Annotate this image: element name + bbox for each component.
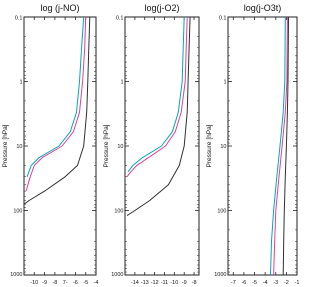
x-tick-label: -4: [93, 280, 99, 286]
x-tick-label: -12: [150, 280, 159, 286]
x-tick-label: -5: [252, 280, 257, 286]
y-tick-label: 10: [220, 144, 227, 150]
series-line-2: [127, 17, 187, 177]
x-tick-label: -7: [230, 280, 236, 286]
x-tick-label: 7-: [62, 280, 68, 286]
x-tick-label: -10: [170, 280, 179, 286]
y-axis-label: Pressure [hPa]: [206, 124, 213, 168]
y-axis-label: Pressure [hPa]: [103, 124, 110, 168]
y-tick-label: 1000: [111, 272, 124, 278]
chart-title: log(j-O3t): [243, 3, 282, 13]
plot-frame: [24, 17, 96, 275]
y-tick-label: 100: [217, 208, 227, 215]
y-tick-label: 0.1: [115, 15, 124, 22]
y-tick-label: 1000: [214, 272, 227, 278]
x-tick-label: -4: [262, 280, 268, 286]
x-tick-label: -9: [181, 280, 187, 286]
series-line-3: [283, 17, 288, 275]
y-axis-label: Pressure [hPa]: [2, 124, 9, 168]
x-tick-label: -14: [130, 280, 139, 286]
series-line-1: [27, 17, 84, 177]
x-tick-label: -11: [160, 280, 169, 286]
chart-title: log(j-O2): [144, 3, 180, 13]
y-tick-label: 10: [16, 144, 23, 150]
x-tick-label: -8: [52, 280, 58, 286]
x-tick-label: -9: [42, 280, 48, 286]
x-tick-label: -13: [140, 280, 149, 286]
x-tick-label: -1: [294, 280, 300, 286]
x-tick-label: -3: [273, 280, 279, 286]
series-line-3: [127, 17, 190, 216]
x-tick-label: -6: [72, 280, 78, 286]
panel-2: [103, 3, 199, 286]
x-tick-label: -2: [283, 280, 289, 286]
y-tick-label: 1: [19, 79, 23, 86]
series-line-2: [26, 17, 86, 191]
y-tick-label: 0.1: [218, 15, 227, 22]
x-tick-label: -6: [241, 280, 247, 286]
y-tick-label: 1: [223, 79, 227, 86]
series-line-1: [271, 17, 286, 275]
y-tick-label: 0.1: [14, 15, 23, 22]
chart-title: log (j-NO): [40, 3, 80, 13]
x-tick-label: -10: [30, 280, 39, 286]
y-tick-label: 100: [114, 208, 124, 215]
y-tick-label: 1000: [10, 272, 23, 278]
y-tick-label: 100: [13, 208, 23, 215]
y-tick-label: 10: [117, 144, 124, 150]
x-tick-label: -8: [191, 280, 197, 286]
panel-3: [206, 3, 299, 286]
x-tick-label: -5: [83, 280, 89, 286]
series-line-1: [128, 17, 184, 172]
y-tick-label: 1: [120, 79, 124, 86]
panel-1: [2, 3, 98, 286]
